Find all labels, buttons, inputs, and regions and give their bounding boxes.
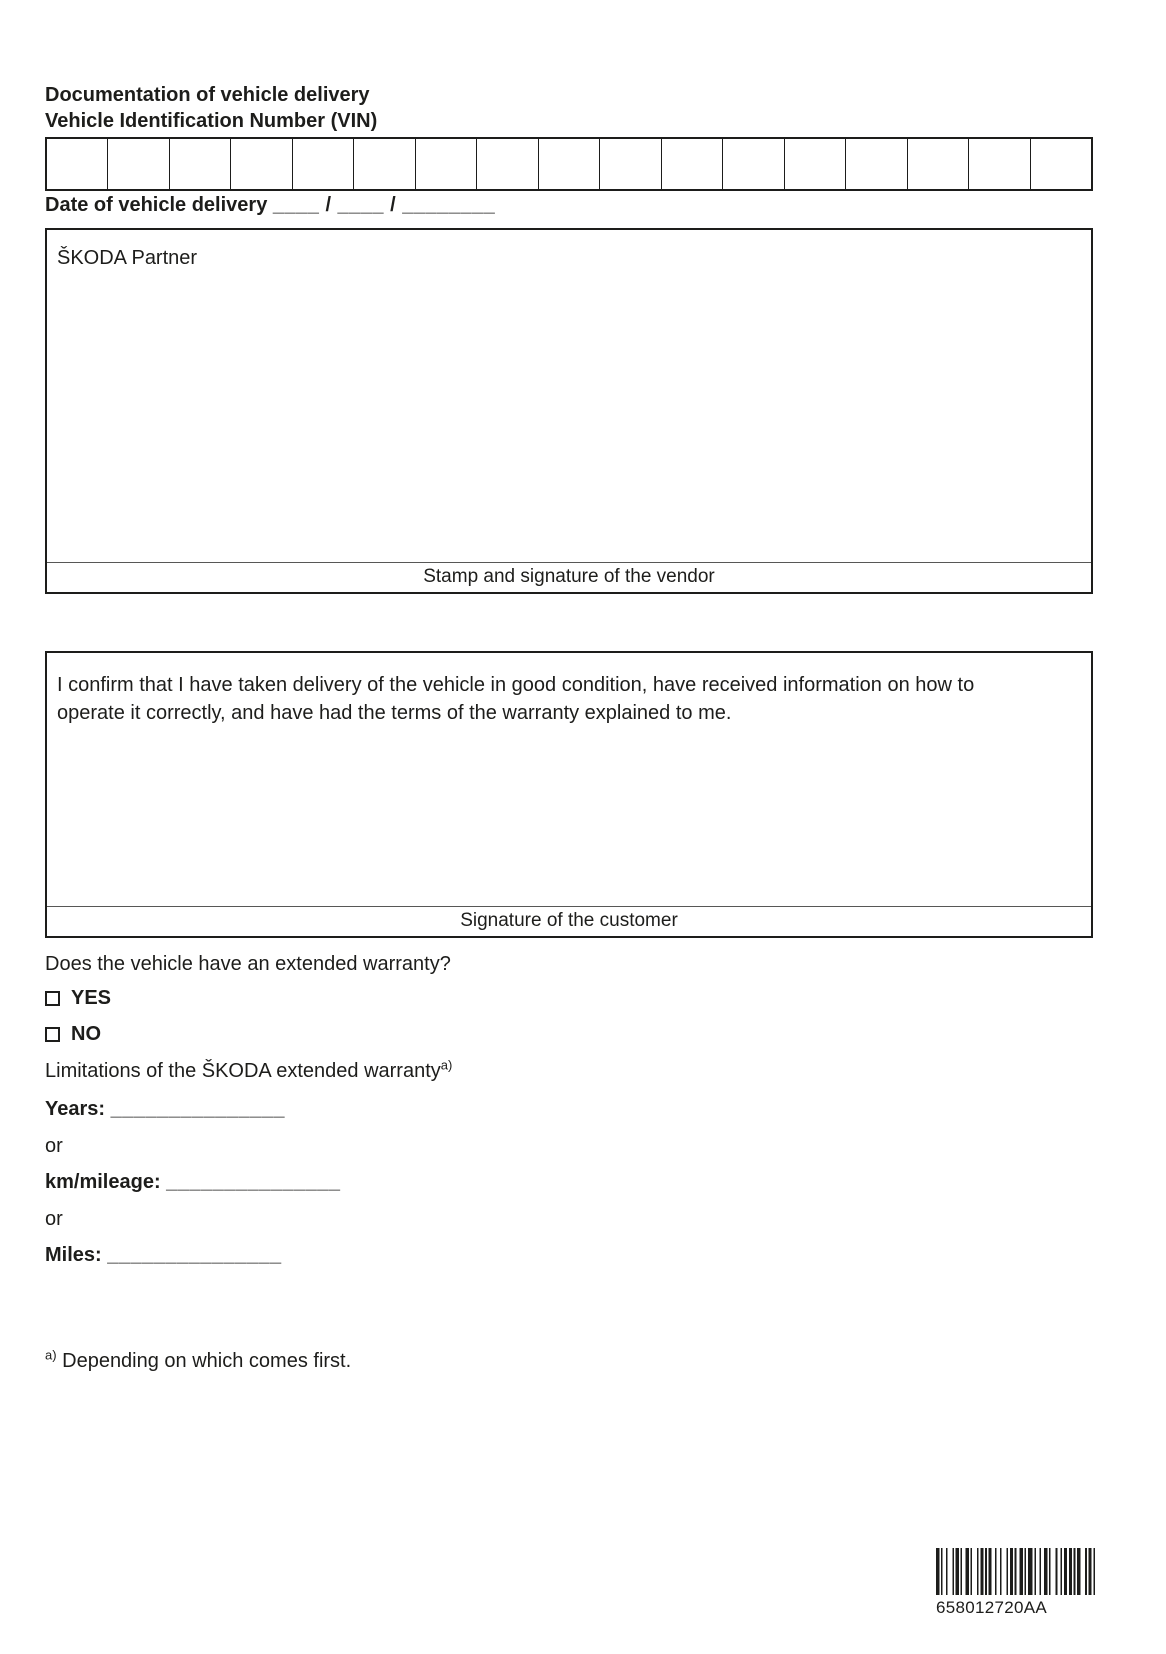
vin-grid[interactable] [45,137,1093,191]
or-separator: or [45,1135,63,1157]
vin-cell[interactable] [969,139,1030,189]
customer-confirmation-text: I confirm that I have taken delivery of the vehicle in good condition, have received information on how to operate it correctly, and have had the terms of the warranty explained to me. [57,674,975,724]
vin-cell[interactable] [477,139,538,189]
vendor-stamp-box[interactable] [45,228,1093,594]
vin-cell[interactable] [231,139,292,189]
customer-signature-box[interactable] [45,651,1093,938]
warranty-yes-option[interactable] [45,988,111,1008]
vin-cell[interactable] [47,139,108,189]
barcode-image [936,1548,1095,1595]
or-separator: or [45,1208,63,1230]
yes-label: YES [71,986,112,1009]
limitations-heading [45,1057,453,1083]
vin-cell[interactable] [908,139,969,189]
vin-cell[interactable] [170,139,231,189]
customer-signature-area[interactable] [47,653,1091,906]
no-label: NO [71,1022,101,1045]
skoda-partner-label: ŠKODA Partner [57,247,198,269]
vin-cell[interactable] [293,139,354,189]
vendor-box-caption: Stamp and signature of the vendor [47,562,1091,592]
vin-cell[interactable] [354,139,415,189]
years-field [45,1098,285,1121]
vendor-stamp-area[interactable] [47,230,1091,562]
no-checkbox[interactable] [45,1027,60,1042]
vin-cell[interactable] [785,139,846,189]
vin-cell[interactable] [600,139,661,189]
barcode-value: 658012720AA [936,1598,1048,1617]
miles-field [45,1244,282,1267]
page-title: Documentation of vehicle delivery [45,84,370,106]
date-of-delivery-line [45,194,495,217]
miles-blank[interactable]: _______________ [107,1244,282,1266]
footnote [45,1347,352,1373]
vin-cell[interactable] [1031,139,1091,189]
km-mileage-label: km/mileage: [45,1171,161,1193]
miles-label: Miles: [45,1244,102,1266]
limitations-footnote-marker: a) [440,1057,453,1073]
barcode-block [936,1548,1106,1618]
footnote-marker: a) [45,1347,57,1363]
km-mileage-blank[interactable]: _______________ [166,1171,341,1193]
warranty-no-option[interactable] [45,1024,101,1044]
document-header [45,82,377,134]
footnote-text: Depending on which comes first. [62,1350,352,1372]
km-mileage-field [45,1171,341,1194]
vin-cell[interactable] [846,139,907,189]
date-of-delivery-blanks[interactable]: ____ / ____ / ________ [272,194,496,216]
vin-cell[interactable] [539,139,600,189]
limitations-text: Limitations of the ŠKODA extended warranty [45,1060,441,1082]
date-of-delivery-label: Date of vehicle delivery [45,194,268,216]
years-label: Years: [45,1098,106,1120]
vin-section-title: Vehicle Identification Number (VIN) [45,110,378,132]
years-blank[interactable]: _______________ [110,1098,285,1120]
vin-cell[interactable] [416,139,477,189]
extended-warranty-question: Does the vehicle have an extended warranty? [45,953,451,975]
yes-checkbox[interactable] [45,991,60,1006]
vin-cell[interactable] [108,139,169,189]
vin-cell[interactable] [723,139,784,189]
vin-cell[interactable] [662,139,723,189]
customer-box-caption: Signature of the customer [47,906,1091,936]
